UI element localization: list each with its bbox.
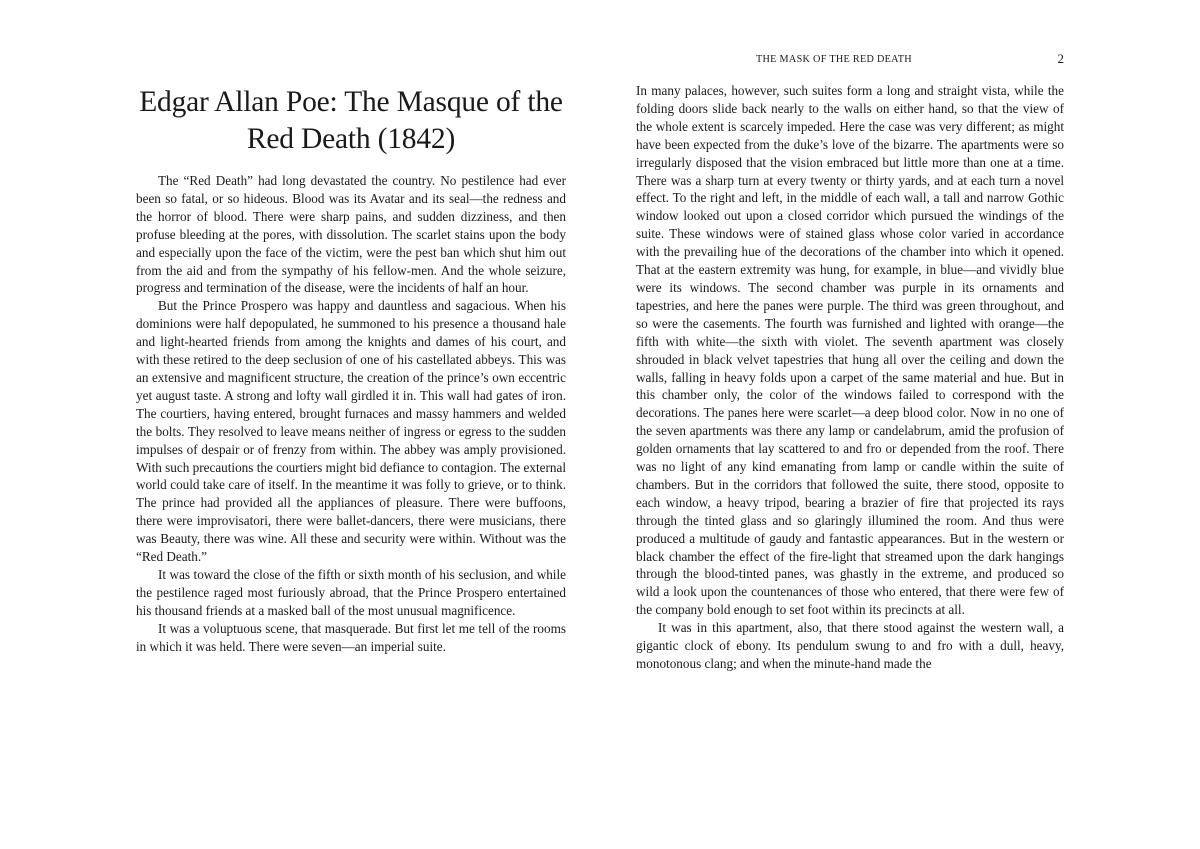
paragraph: In many palaces, however, such suites form a long and straight vista, while the folding doors slide back nearly to the walls on either hand, so that the view of the whole extent is scarcely impeded. Here the case was very different; as might have been expected from the duke’s love of the bizarre. The apartments were so irregularly disposed that the vision embraced but little more than one at a time. There was a sharp turn at every twenty or thirty yards, and at each turn a novel effect. To the right and left, in the middle of each wall, a tall and narrow Gothic window looked out upon a closed corridor which pursued the windings of the suite. These windows were of stained glass whose color varied in accordance with the prevailing hue of the decorations of the chamber into which it opened. That at the eastern extremity was hung, for example, in blue—and vividly blue were its windows. The second chamber was purple in its ornaments and tapestries, and here the panes were purple. The third was green throughout, and so were the casements. The fourth was furnished and lighted with orange—the fifth with white—the sixth with violet. The seventh apartment was closely shrouded in black velvet tapestries that hung all over the ceiling and down the walls, falling in heavy folds upon a carpet of the same material and hue. But in this chamber only, the color of the windows failed to correspond with the decorations. The panes here were scarlet—a deep blood color. Now in no one of the seven apartments was there any lamp or candelabrum, amid the profusion of golden ornaments that lay scattered to and fro or depended from the roof. There was no light of any kind emanating from lamp or candle within the suite of chambers. But in the corridors that followed the suite, there stood, opposite to each window, a heavy tripod, bearing a brazier of fire that projected its rays through the tinted glass and so glaringly illumined the room. And thus were produced a multitude of gaudy and fantastic appearances. But in the western or black chamber the effect of the fire-light that streamed upon the dark hangings through the blood-tinted panes, was ghastly in the extreme, and produced so wild a look upon the countenances of those who entered, that there were few of the company bold enough to set foot within its precincts at all. <box>636 83 1064 618</box>
left-page <box>136 0 566 849</box>
story-title: Edgar Allan Poe: The Masque of the Red Death (1842) <box>139 86 563 155</box>
paragraph: But the Prince Prospero was happy and dauntless and sagacious. When his dominions were half depopulated, he summoned to his presence a thousand hale and light-hearted friends from among the knights and dames of his court, and with these retired to the deep seclusion of one of his castellated abbeys. This was an extensive and magnificent structure, the creation of the prince’s own eccentric yet august taste. A strong and lofty wall girdled it in. This wall had gates of iron. The courtiers, having entered, brought furnaces and massy hammers and welded the bolts. They resolved to leave means neither of ingress or egress to the sudden impulses of despair or of frenzy from within. The abbey was amply provisioned. With such precautions the courtiers might bid defiance to contagion. The external world could take care of itself. In the meantime it was folly to grieve, or to think. The prince had provided all the appliances of pleasure. There were buffoons, there were improvisatori, there were ballet-dancers, there were musicians, there was Beauty, there was wine. All these and security were within. Without was the “Red Death.” <box>136 298 566 565</box>
paragraph: It was in this apartment, also, that there stood against the western wall, a gigantic clock of ebony. Its pendulum swung to and fro with a dull, heavy, monotonous clang; and when the minute-hand made the <box>636 620 1064 671</box>
running-head: THE MASK OF THE RED DEATH <box>756 54 912 65</box>
left-page-body <box>136 172 566 655</box>
paragraph: It was a voluptuous scene, that masquerade. But first let me tell of the rooms in which it was held. There were seven—an imperial suite. <box>136 620 566 654</box>
page-number: 2 <box>1057 51 1064 66</box>
right-page-body <box>636 82 1064 673</box>
paragraph: It was toward the close of the fifth or sixth month of his seclusion, and while the pestilence raged most furiously abroad, that the Prince Prospero entertained his thousand friends at a masked ball of the most unusual magnificence. <box>136 566 566 618</box>
paragraph: The “Red Death” had long devastated the country. No pestilence had ever been so fatal, or so hideous. Blood was its Avatar and its seal—the redness and the horror of blood. There were sharp pains, and sudden dizziness, and then profuse bleeding at the pores, with dissolution. The scarlet stains upon the body and especially upon the face of the victim, were the pest ban which shut him out from the aid and from the sympathy of his fellow-men. And the whole seizure, progress and termination of the disease, were the incidents of half an hour. <box>136 173 566 296</box>
right-page <box>636 0 1064 849</box>
